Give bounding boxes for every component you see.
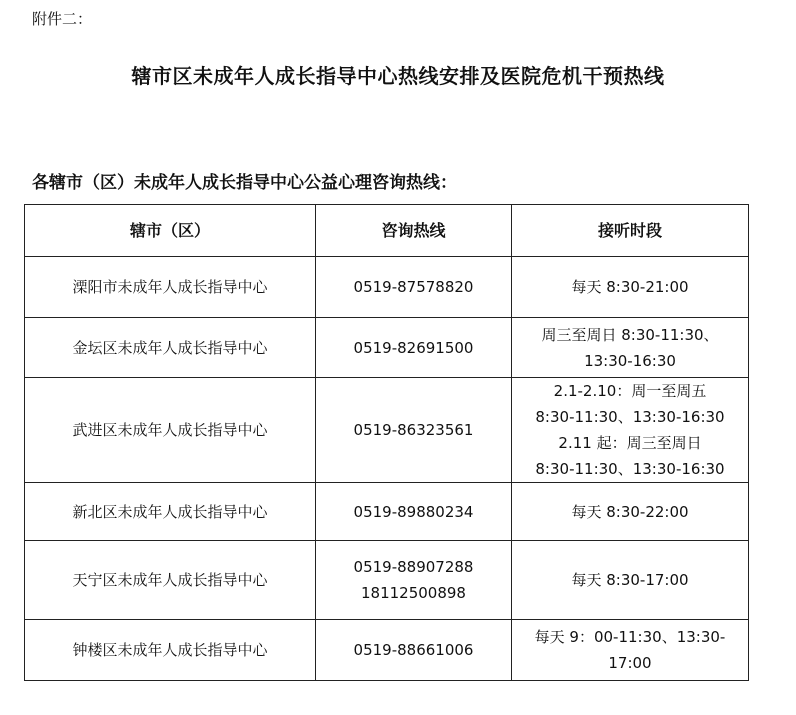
- table-row: [25, 378, 749, 483]
- header-hotline: 咨询热线: [316, 205, 512, 257]
- hotline-cell: [316, 378, 512, 483]
- hours-line: 8:30-11:30、13:30-16:30: [535, 408, 725, 426]
- table-row: [25, 318, 749, 378]
- hotline-cell: [316, 257, 512, 318]
- hours-line: 8:30-11:30、13:30-16:30: [535, 460, 725, 478]
- hours-line: 每天 8:30-22:00: [571, 502, 689, 521]
- hours-line: 每天 9：00-11:30、13:30-17:00: [534, 628, 726, 672]
- table-row: [25, 483, 749, 541]
- hours-cell: [512, 378, 749, 483]
- attachment-label: 附件二：: [32, 10, 93, 28]
- hotline-cell: [316, 541, 512, 620]
- table-row: [25, 257, 749, 318]
- hours-cell: [512, 318, 749, 378]
- hours-line: 每天 8:30-17:00: [571, 571, 689, 589]
- phone-number: 0519-88907288: [353, 558, 474, 576]
- hotline-cell: [316, 620, 512, 681]
- center-name: 钟楼区未成年人成长指导中心: [25, 620, 316, 681]
- hours-cell: [512, 541, 749, 620]
- hours-cell: [512, 620, 749, 681]
- phone-number: 0519-87578820: [353, 278, 474, 296]
- phone-number: 0519-89880234: [353, 502, 474, 521]
- hours-cell: [512, 483, 749, 541]
- header-district: 辖市（区）: [25, 205, 316, 257]
- center-name: 武进区未成年人成长指导中心: [25, 378, 316, 483]
- hours-line: 2.1-2.10：周一至周五: [553, 382, 707, 400]
- hours-line: 13:30-16:30: [584, 351, 676, 370]
- table-row: [25, 541, 749, 620]
- header-hours: 接听时段: [512, 205, 749, 257]
- hotline-cell: [316, 483, 512, 541]
- hours-cell: [512, 257, 749, 318]
- center-name: 溧阳市未成年人成长指导中心: [25, 257, 316, 318]
- section-subtitle: 各辖市（区）未成年人成长指导中心公益心理咨询热线：: [32, 173, 457, 193]
- hours-line: 每天 8:30-21:00: [571, 278, 689, 296]
- table-row: [25, 620, 749, 681]
- center-name: 新北区未成年人成长指导中心: [25, 483, 316, 541]
- phone-number: 0519-86323561: [353, 421, 474, 439]
- hotline-table: [24, 204, 749, 681]
- phone-number: 0519-88661006: [353, 641, 474, 659]
- hours-line: 周三至周日 8:30-11:30、: [541, 325, 719, 344]
- hours-line: 2.11 起：周三至周日: [558, 434, 702, 452]
- center-name: 天宁区未成年人成长指导中心: [25, 541, 316, 620]
- hotline-cell: [316, 318, 512, 378]
- table-header-row: [25, 205, 749, 257]
- phone-number: 18112500898: [361, 584, 466, 602]
- center-name: 金坛区未成年人成长指导中心: [25, 318, 316, 378]
- document-title: 辖市区未成年人成长指导中心热线安排及医院危机干预热线: [131, 64, 665, 88]
- phone-number: 0519-82691500: [353, 338, 474, 357]
